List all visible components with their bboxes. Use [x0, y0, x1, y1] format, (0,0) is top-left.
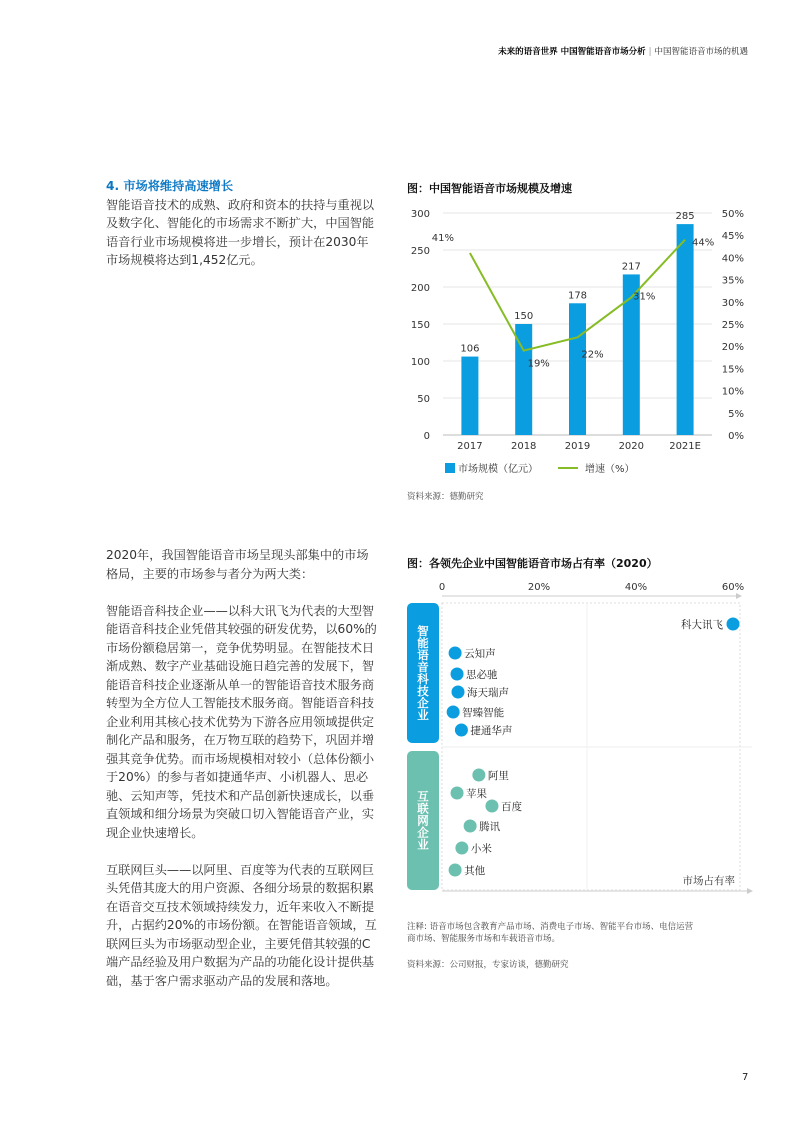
y2-tick-label: 40% — [721, 253, 744, 265]
bar-value-label: 178 — [567, 290, 588, 302]
growth-value-label: 41% — [431, 232, 455, 244]
text-line: 市场份额稳居第一，竞争优势明显。在智能技术日 — [106, 640, 375, 655]
company-label: 腾讯 — [479, 821, 501, 833]
company-dot — [464, 820, 477, 833]
group-label: 互联网企业 — [417, 789, 429, 852]
company-dot — [451, 668, 464, 681]
text-line: 能语音科技企业逐渐从单一的智能语音技术服务商 — [106, 677, 375, 692]
x-tick-label: 0 — [438, 582, 446, 593]
x-tick-label: 2018 — [510, 441, 537, 452]
section-market-growth — [106, 177, 396, 270]
company-label: 捷通华声 — [470, 725, 513, 737]
company-dot — [447, 706, 460, 719]
legend-label: 增速（%） — [585, 464, 635, 475]
text-line: 升，占据约20%的市场份额。在智能语音领域，互 — [106, 918, 377, 932]
x-tick-label: 60% — [721, 582, 745, 593]
y2-tick-label: 5% — [728, 408, 744, 420]
y-tick-label: 200 — [410, 283, 430, 294]
x-tick-label: 2019 — [564, 441, 591, 452]
market-share-chart — [400, 575, 760, 900]
bar — [569, 303, 586, 435]
axis-arrow-icon — [747, 888, 753, 894]
y-tick-label: 0 — [423, 431, 430, 442]
running-header: 未来的语音世界 中国智能语音市场分析 | 中国智能语音市场的机遇 — [498, 47, 748, 57]
y2-tick-label: 20% — [721, 342, 744, 354]
legend-swatch-bar — [445, 463, 455, 473]
chart1-title: 图：中国智能语音市场规模及增速 — [407, 182, 572, 195]
section-market-structure — [106, 546, 396, 990]
text-line: 转型为全方位人工智能技术服务商。智能语音科技 — [106, 696, 375, 710]
bar-value-label: 285 — [675, 211, 695, 223]
chart2-note — [407, 921, 693, 945]
text-line: 于20%）的参与者如捷通华声、小i机器人、思必 — [106, 770, 369, 784]
company-dot — [449, 647, 462, 660]
text-line: 头凭借其庞大的用户资源、各细分场景的数据积累 — [106, 881, 375, 895]
text-line: 联网巨头为市场驱动型企业，主要凭借其较强的C — [106, 936, 371, 951]
growth-value-label: 44% — [691, 237, 715, 249]
company-label: 苹果 — [466, 788, 488, 800]
y-tick-label: 100 — [410, 357, 430, 368]
y-tick-label: 50 — [417, 394, 430, 405]
chart2-title: 图：各领先企业中国智能语音市场占有率（2020） — [407, 557, 658, 570]
y2-tick-label: 30% — [721, 297, 744, 309]
company-dot — [455, 842, 468, 855]
bar-value-label: 150 — [514, 311, 534, 322]
page-number: 7 — [742, 1072, 749, 1083]
text-line: 制化产品和服务，在万物互联的趋势下，巩固并增 — [106, 733, 375, 747]
bar — [461, 357, 478, 435]
y2-tick-label: 25% — [721, 320, 744, 331]
company-label: 智臻智能 — [462, 707, 505, 719]
section-body — [106, 196, 396, 270]
y2-tick-label: 50% — [721, 209, 744, 220]
company-label: 其他 — [464, 865, 486, 877]
axis-arrow-icon — [736, 593, 742, 599]
text-line: 现企业快速增长。 — [106, 825, 204, 840]
y-tick-label: 150 — [410, 320, 430, 331]
y-tick-label: 300 — [410, 209, 430, 220]
text-line: 2020年，我国智能语音市场呈现头部集中的市场 — [106, 548, 369, 562]
company-label: 小米 — [470, 843, 492, 855]
note-line: 注释: 语音市场包含教育产品市场、消费电子市场、智能平台市场、电信运营 — [407, 922, 694, 932]
company-label: 阿里 — [487, 770, 509, 782]
text-line: 驰、云知声等，凭技术和产品创新快速成长，以垂 — [106, 788, 375, 803]
text-line: 在语音交互技术领域持续发力，近年来收入不断提 — [106, 899, 375, 914]
growth-value-label: 22% — [581, 349, 604, 361]
y2-tick-label: 45% — [721, 231, 744, 243]
company-dot — [449, 864, 462, 877]
y-tick-label: 250 — [410, 246, 430, 257]
text-line: 端产品经验及用户数据为产品的功能化设计提供基 — [106, 955, 375, 969]
text-line: 互联网巨头——以阿里、百度等为代表的互联网巨 — [106, 862, 375, 877]
bar — [677, 224, 694, 435]
text-line: 础，基于客户需求驱动产品的发展和落地。 — [106, 973, 338, 988]
text-line: 及数字化、智能化的市场需求不断扩大，中国智能 — [106, 216, 375, 230]
text-line: 市场规模将达到1,452亿元。 — [106, 253, 263, 267]
legend-label: 市场规模（亿元） — [458, 464, 538, 475]
text-line: 智能语音科技企业——以科大讯飞为代表的大型智 — [106, 603, 375, 618]
header-section: 中国智能语音市场的机遇 — [654, 47, 748, 57]
x-tick-label: 2020 — [618, 441, 645, 452]
y2-tick-label: 35% — [721, 275, 744, 287]
text-line: 渐成熟、数字产业基础设施日趋完善的发展下，智 — [106, 659, 375, 673]
x-axis-title: 市场占有率 — [682, 875, 735, 887]
company-dot — [727, 618, 740, 631]
y2-tick-label: 10% — [721, 386, 744, 398]
company-label: 海天瑞声 — [467, 687, 510, 699]
group-label: 智能语音科技企业 — [417, 624, 429, 722]
x-tick-label: 40% — [624, 582, 648, 593]
y2-tick-label: 0% — [728, 431, 744, 442]
text-line: 格局，主要的市场参与者分为两大类： — [106, 566, 314, 581]
text-line — [106, 583, 396, 602]
growth-value-label: 19% — [527, 358, 550, 370]
text-line: 智能语音技术的成熟、政府和资本的扶持与重视以 — [106, 197, 375, 212]
company-label: 云知声 — [464, 648, 496, 660]
company-dot — [451, 787, 464, 800]
chart1-source: 资料来源：德勤研究 — [407, 492, 484, 502]
x-tick-label: 20% — [527, 582, 551, 593]
growth-value-label: 31% — [633, 291, 656, 303]
text-line: 直领域和细分场景为突破口切入智能语音产业，实 — [106, 807, 375, 821]
text-line: 语音行业市场规模将进一步增长，预计在2030年 — [106, 234, 369, 249]
company-label: 百度 — [500, 801, 522, 813]
note-line: 商市场、智能服务市场和车载语音市场。 — [407, 934, 561, 944]
header-title: 未来的语音世界 中国智能语音市场分析 — [498, 47, 646, 57]
company-label: 科大讯飞 — [681, 619, 723, 631]
bar-value-label: 106 — [460, 343, 480, 355]
chart2-source: 资料来源：公司财报，专家访谈，德勤研究 — [407, 960, 569, 970]
bar-value-label: 217 — [621, 261, 641, 273]
section-heading: 4. 市场将维持高速增长 — [106, 179, 234, 193]
text-line: 能语音科技企业凭借其较强的研发优势，以60%的 — [106, 622, 377, 636]
company-dot — [485, 800, 498, 813]
text-line: 企业利用其核心技术优势为下游各应用领域提供定 — [106, 714, 375, 729]
x-tick-label: 2021E — [669, 441, 701, 452]
text-line: 强其竞争优势。而市场规模相对较小（总体份额小 — [106, 751, 375, 766]
x-tick-label: 2017 — [457, 441, 483, 452]
market-size-chart — [400, 200, 760, 490]
y2-tick-label: 15% — [721, 364, 744, 376]
text-line — [106, 842, 396, 861]
company-dot — [472, 769, 485, 782]
company-dot — [455, 724, 468, 737]
company-dot — [452, 686, 465, 699]
company-label: 思必驰 — [466, 669, 498, 681]
